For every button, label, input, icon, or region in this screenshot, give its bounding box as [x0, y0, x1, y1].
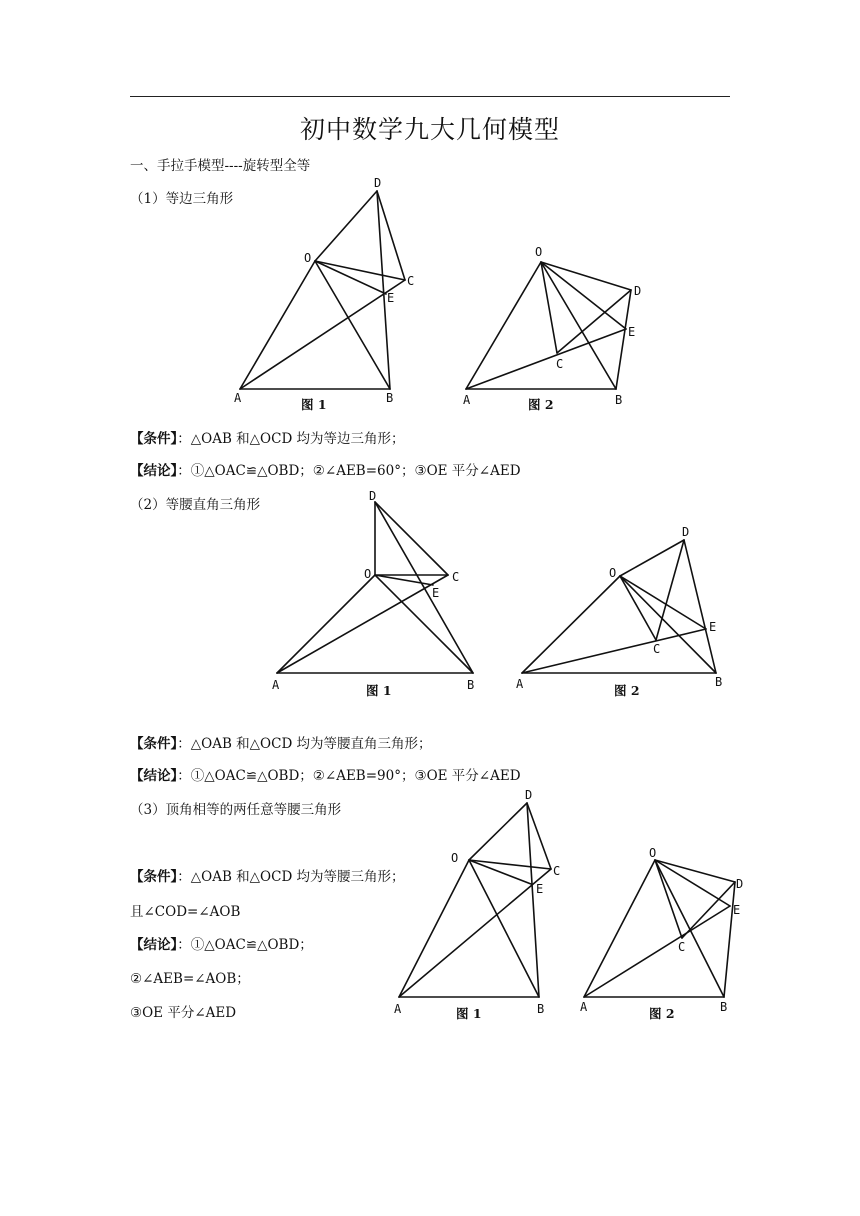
- label-B: B: [615, 393, 623, 407]
- conclusion-3c: ③OE 平分∠AED: [130, 1005, 237, 1021]
- figure-3-2: [580, 846, 743, 1021]
- label-A: A: [234, 391, 242, 405]
- label-D: D: [634, 284, 642, 298]
- label-E: E: [387, 291, 395, 305]
- label-A: A: [580, 1000, 588, 1014]
- label-D: D: [736, 877, 744, 891]
- label-D: D: [369, 489, 377, 503]
- label-B: B: [467, 678, 475, 692]
- caption-fig2: 图 2: [614, 683, 640, 698]
- caption-fig1: 图 1: [301, 397, 327, 412]
- label-O: O: [649, 846, 657, 860]
- condition-1: 【条件】：△OAB 和△OCD 均为等边三角形；: [130, 431, 405, 447]
- label-C: C: [452, 570, 460, 584]
- page-title: 初中数学九大几何模型: [299, 115, 560, 144]
- label-E: E: [733, 903, 741, 917]
- section-heading: 一、手拉手模型----旋转型全等: [130, 158, 311, 174]
- caption-fig2: 图 2: [528, 397, 554, 412]
- label-A: A: [516, 677, 524, 691]
- label-O: O: [609, 566, 617, 580]
- conclusion-2: 【结论】：①△OAC≌△OBD；②∠AEB=90°；③OE 平分∠AED: [130, 768, 521, 784]
- conclusion-3: 【结论】：①△OAC≌△OBD；: [130, 937, 313, 953]
- label-A: A: [394, 1002, 402, 1016]
- label-E: E: [432, 586, 440, 600]
- subsection-isosceles-right: （2）等腰直角三角形: [130, 497, 261, 513]
- subsection-equilateral: （1）等边三角形: [130, 191, 234, 207]
- conclusion-1: 【结论】：①△OAC≌△OBD；②∠AEB=60°；③OE 平分∠AED: [130, 463, 521, 479]
- label-D: D: [525, 788, 533, 802]
- label-E: E: [628, 325, 636, 339]
- label-D: D: [374, 176, 382, 190]
- label-E: E: [536, 882, 544, 896]
- caption-fig1: 图 1: [366, 683, 392, 698]
- label-C: C: [407, 274, 415, 288]
- label-O: O: [451, 851, 459, 865]
- label-O: O: [304, 251, 312, 265]
- caption-fig1: 图 1: [456, 1006, 482, 1021]
- label-O: O: [535, 245, 543, 259]
- label-O: O: [364, 567, 372, 581]
- label-C: C: [653, 642, 661, 656]
- label-C: C: [556, 357, 564, 371]
- figure-3-1: [394, 788, 560, 1021]
- label-A: A: [463, 393, 471, 407]
- label-A: A: [272, 678, 280, 692]
- condition-3: 【条件】：△OAB 和△OCD 均为等腰三角形；: [130, 869, 405, 885]
- label-B: B: [720, 1000, 728, 1014]
- label-B: B: [537, 1002, 545, 1016]
- caption-fig2: 图 2: [649, 1006, 675, 1021]
- label-E: E: [709, 620, 717, 634]
- condition-3b: 且∠COD=∠AOB: [130, 904, 241, 920]
- label-C: C: [553, 864, 561, 878]
- label-D: D: [682, 525, 690, 539]
- label-C: C: [678, 940, 686, 954]
- subsection-isosceles: （3）顶角相等的两任意等腰三角形: [130, 802, 342, 818]
- label-B: B: [386, 391, 394, 405]
- condition-2: 【条件】：△OAB 和△OCD 均为等腰直角三角形；: [130, 736, 432, 752]
- conclusion-3b: ②∠AEB=∠AOB；: [130, 971, 250, 987]
- label-B: B: [715, 675, 723, 689]
